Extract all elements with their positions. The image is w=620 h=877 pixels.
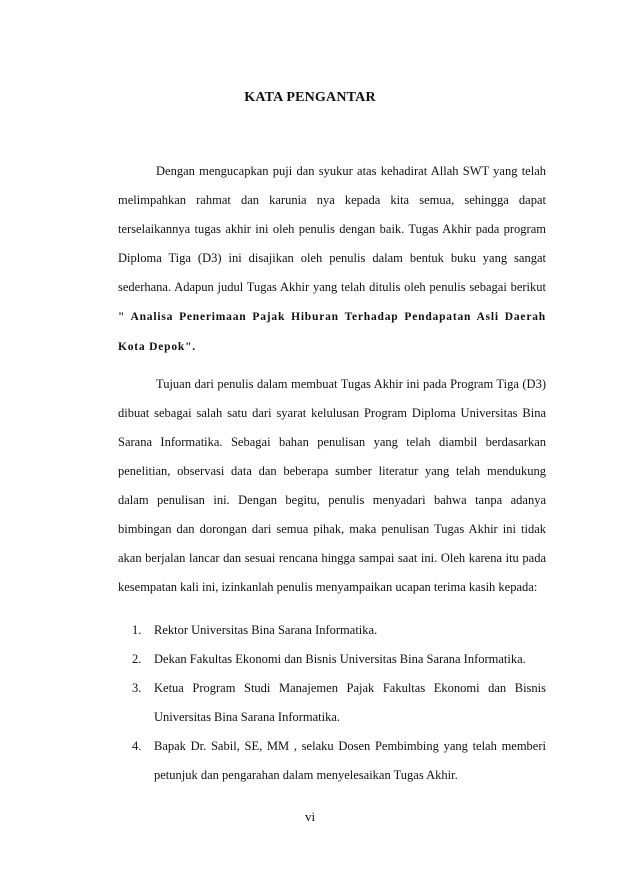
list-item-text: Bapak Dr. Sabil, SE, MM , selaku Dosen Pembimbing yang telah memberi petunjuk dan pengarahan dalam menyelesaikan Tugas Akhir. <box>154 739 546 782</box>
page-title: KATA PENGANTAR <box>244 90 376 105</box>
list-item-text: Dekan Fakultas Ekonomi dan Bisnis Universitas Bina Sarana Informatika. <box>154 652 526 666</box>
list-item <box>118 645 546 674</box>
document-body <box>118 157 546 790</box>
paragraph-intro <box>118 157 546 362</box>
list-item-number: 1. <box>132 623 142 637</box>
thesis-title: " Analisa Penerimaan Pajak Hiburan Terhadap Pendapatan Asli Daerah Kota Depok". <box>118 311 546 353</box>
paragraph-purpose: Tujuan dari penulis dalam membuat Tugas Akhir ini pada Program Tiga (D3) dibuat sebagai salah satu dari syarat kelulusan Program Diploma Universitas Bina Sarana Informatika. Sebagai bahan penulisan yang telah diambil berdasarkan penelitian, observasi data dan beberapa sumber literatur yang telah mendukung dalam penulisan ini. Dengan begitu, penulis menyadari bahwa tanpa adanya bimbingan dan dorongan dari semua pihak, maka penulisan Tugas Akhir ini tidak akan berjalan lancar dan sesuai rencana hingga sampai saat ini. Oleh karena itu pada kesempatan kali ini, izinkanlah penulis menyampaikan ucapan terima kasih kepada: <box>118 377 546 594</box>
list-item-number: 2. <box>132 652 142 666</box>
list-item-text: Rektor Universitas Bina Sarana Informatika. <box>154 623 378 637</box>
list-item-number: 4. <box>132 739 142 753</box>
list-item <box>118 616 546 645</box>
list-item <box>118 732 546 790</box>
paragraph-intro-text: Dengan mengucapkan puji dan syukur atas kehadirat Allah SWT yang telah melimpahkan rahmat dan karunia nya kepada kita semua, sehingga dapat terselaikannya tugas akhir ini oleh penulis dengan baik. Tugas Akhir pada program Diploma Tiga (D3) ini disajikan oleh penulis dalam bentuk buku yang sangat sederhana. Adapun judul Tugas Akhir yang telah ditulis oleh penulis sebagai berikut <box>118 164 546 294</box>
list-item <box>118 674 546 732</box>
page-number: vi <box>304 809 316 824</box>
list-item-number: 3. <box>132 681 142 695</box>
list-item-text: Ketua Program Studi Manajemen Pajak Fakultas Ekonomi dan Bisnis Universitas Bina Sarana Informatika. <box>154 681 546 724</box>
acknowledgement-list <box>118 616 546 790</box>
